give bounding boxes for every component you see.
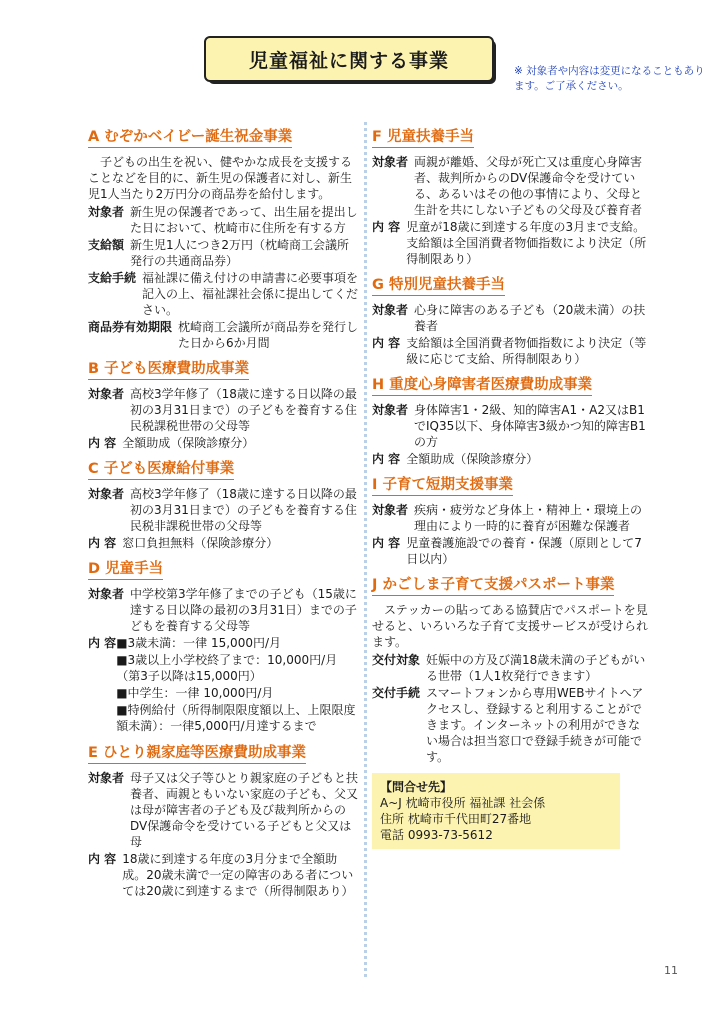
section-i-row (372, 502, 648, 534)
section-g (372, 268, 648, 367)
section-f-row (372, 219, 648, 267)
section-e-row (88, 851, 360, 899)
column-divider (364, 122, 367, 977)
section-b (88, 352, 360, 451)
row-value: 支給額は全国消費者物価指数により決定（等級に応じて支給、所得制限あり） (406, 336, 647, 366)
section-a-row (88, 270, 360, 318)
row-label: 内 容 (372, 536, 401, 550)
section-e-title: E ひとり親家庭等医療費助成事業 (88, 744, 306, 764)
section-d-content (88, 635, 360, 735)
row-label: 対象者 (372, 303, 409, 317)
row-value: 疾病・疲労など身体上・精神上・環境上の理由により一時的に養育が困難な保護者 (414, 503, 643, 533)
section-d (88, 552, 360, 735)
section-g-title: G 特別児童扶養手当 (372, 276, 505, 296)
section-a-row (88, 237, 360, 269)
section-b-title: B 子ども医療費助成事業 (88, 360, 249, 380)
row-value: 18歳に到達する年度の3月分まで全額助成。20歳未満で一定の障害のある者については20歳に到達するまで（所得制限あり） (122, 852, 354, 898)
row-value: 両親が離婚、父母が死亡又は重度心身障害者、裁判所からのDV保護命令を受けている、あるいはその他の事情により、父母と生計を共にしない子どもの父母及び養育者 (414, 155, 643, 217)
page-number: 11 (664, 964, 678, 977)
right-column (372, 120, 648, 849)
list-item: ■3歳未満：一律 15,000円/月 (116, 636, 282, 650)
section-g-row (372, 302, 648, 334)
row-value: 新生児の保護者であって、出生届を提出した日において、枕崎市に住所を有する方 (130, 205, 358, 235)
section-j-row (372, 652, 648, 684)
row-value: 高校3学年修了（18歳に達する日以降の最初の3月31日まで）の子どもを養育する住民税非課税世帯の父母等 (130, 487, 357, 533)
section-h-row (372, 451, 648, 467)
row-value: 妊娠中の方及び満18歳未満の子どもがいる世帯（1人1枚発行できます） (426, 653, 646, 683)
change-notice: ※ 対象者や内容は変更になることもあります。ご了承ください。 (514, 65, 705, 92)
section-a (88, 120, 360, 351)
row-label: 内 容 (88, 436, 117, 450)
contact-department: A~J 枕崎市役所 福祉課 社会係 (380, 796, 546, 810)
row-label: 交付手続 (372, 686, 421, 700)
row-label: 対象者 (88, 387, 125, 401)
section-f-title: F 児童扶養手当 (372, 128, 474, 148)
section-c-title: C 子ども医療給付事業 (88, 460, 234, 480)
row-label: 対象者 (372, 503, 409, 517)
section-i-row (372, 535, 648, 567)
section-h (372, 368, 648, 467)
row-value: 身体障害1・2級、知的障害A1・A2又はB1でIQ35以下、身体障害3級かつ知的障害B1の方 (414, 403, 646, 449)
list-item: ■3歳以上小学校終了まで：10,000円/月（第3子以降は15,000円） (116, 653, 338, 683)
row-label: 内 容 (88, 636, 117, 650)
row-value: 全額助成（保険診療分） (122, 436, 255, 450)
section-h-title: H 重度心身障害者医療費助成事業 (372, 376, 592, 396)
section-i-title: I 子育て短期支援事業 (372, 476, 513, 496)
row-label: 対象者 (88, 587, 125, 601)
section-f-row (372, 154, 648, 218)
section-c-row (88, 535, 360, 551)
row-label: 支給額 (88, 238, 125, 252)
section-c-row (88, 486, 360, 534)
row-label: 内 容 (88, 852, 117, 866)
section-d-title: D 児童手当 (88, 560, 163, 580)
section-e-row (88, 770, 360, 850)
section-h-row (372, 402, 648, 450)
section-b-row (88, 435, 360, 451)
section-f (372, 120, 648, 267)
row-value: 全額助成（保険診療分） (406, 452, 539, 466)
row-label: 内 容 (372, 452, 401, 466)
list-item: ■中学生：一律 10,000円/月 (116, 686, 274, 700)
row-label: 支給手続 (88, 271, 137, 285)
row-label: 内 容 (372, 336, 401, 350)
section-i (372, 468, 648, 567)
row-value: スマートフォンから専用WEBサイトへアクセスし、登録すると利用することができます。インターネットの利用ができない場合は担当窓口で登録手続きが可能です。 (426, 686, 644, 764)
row-label: 対象者 (88, 205, 125, 219)
row-label: 内 容 (372, 220, 401, 234)
row-label: 対象者 (372, 155, 409, 169)
row-label: 対象者 (372, 403, 409, 417)
row-value: 窓口負担無料（保険診療分） (122, 536, 279, 550)
row-value: 高校3学年修了（18歳に達する日以降の最初の3月31日まで）の子どもを養育する住民税課税世帯の父母等 (130, 387, 357, 433)
contact-heading: 【問合せ先】 (380, 780, 453, 794)
row-label: 対象者 (88, 771, 125, 785)
allowance-list (116, 635, 360, 735)
page-title-frame (204, 36, 498, 86)
row-label: 交付対象 (372, 653, 421, 667)
section-a-intro: 子どもの出生を祝い、健やかな成長を支援することなどを目的に、新生児の保護者に対し、新生児1人当たり2万円分の商品券を給付します。 (88, 155, 353, 201)
contact-box (372, 773, 620, 849)
row-value: 児童養護施設での養育・保護（原則として7日以内） (406, 536, 642, 566)
section-b-row (88, 386, 360, 434)
contact-address: 住所 枕崎市千代田町27番地 (380, 812, 532, 826)
row-value: 母子又は父子等ひとり親家庭の子どもと扶養者、両親ともいない家庭の子ども、父又は母が障害者の子ども及び裁判所からのDV保護命令を受けている子どもと父又は母 (130, 771, 359, 849)
page-title: 児童福祉に関する事業 (204, 36, 494, 82)
row-value: 心身に障害のある子ども（20歳未満）の扶養者 (414, 303, 646, 333)
contact-phone: 電話 0993-73-5612 (380, 828, 493, 842)
section-e (88, 736, 360, 899)
list-item: ■特例給付（所得制限限度額以上、上限限度額未満）：一律5,000円/月達するまで (116, 703, 356, 733)
row-value: 中学校第3学年修了までの子ども（15歳に達する日以降の最初の3月31日）までの子どもを養育する父母等 (130, 587, 357, 633)
section-j-title: J かごしま子育て支援パスポート事業 (372, 576, 614, 596)
section-j (372, 568, 648, 765)
row-label: 内 容 (88, 536, 117, 550)
row-label: 商品券有効期限 (88, 320, 173, 334)
section-a-title: A むぞかベイビー誕生祝金事業 (88, 128, 292, 148)
section-a-row (88, 319, 360, 351)
row-value: 児童が18歳に到達する年度の3月まで支給。支給額は全国消費者物価指数により決定（所得制限あり） (406, 220, 647, 266)
section-g-row (372, 335, 648, 367)
section-a-row (88, 204, 360, 236)
row-value: 福祉課に備え付けの申請書に必要事項を記入の上、福祉課社会係に提出してください。 (142, 271, 359, 317)
section-d-target (88, 586, 360, 634)
section-j-row (372, 685, 648, 765)
left-column (88, 120, 360, 900)
section-j-intro: ステッカーの貼ってある協賛店でパスポートを見せると、いろいろな子育て支援サービスが受けられます。 (372, 603, 649, 649)
row-value: 新生児1人につき2万円（枕崎商工会議所発行の共通商品券） (130, 238, 350, 268)
row-value: 枕崎商工会議所が商品券を発行した日から6か月間 (178, 320, 359, 350)
row-label: 対象者 (88, 487, 125, 501)
section-c (88, 452, 360, 551)
